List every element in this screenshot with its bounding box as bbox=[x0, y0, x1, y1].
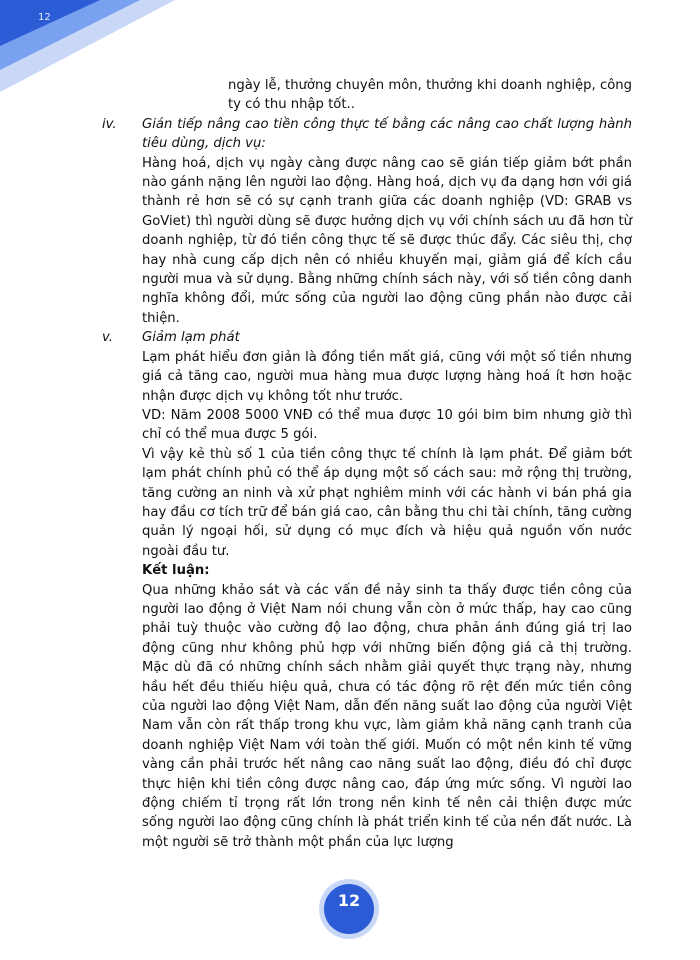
section-iv-text: Hàng hoá, dịch vụ ngày càng được nâng cao sẽ gián tiếp giảm bớt phần nào gánh nặng lên người lao động. Hàng hoá, dịch vụ đa dạng hơn với giá thành rẻ hơn sẽ có sự cạnh tranh giữa các doanh nghiệp (VD: GRAB vs GoViet) thì người dùng sẽ được hưởng dịch vụ với chính sách ưu đã hơn từ doanh nghiệp, từ đó tiền công thực tế sẽ được thúc đẩy. Các siêu thị, chợ hay nhà cung cấp dịch nên có nhiều khuyến mại, giảm giá để kích cầu người mua và sử dụng. Bằng những chính sách này, với số tiền công danh nghĩa không đổi, mức sống của người lao động cũng phần nào được cải thiện. bbox=[142, 155, 632, 326]
section-iv-heading: Gián tiếp nâng cao tiền công thực tế bằng các nâng cao chất lượng hành tiêu dùng, dịch vụ: bbox=[142, 116, 632, 152]
conclusion bbox=[142, 561, 632, 852]
conclusion-heading: Kết luận: bbox=[142, 563, 210, 579]
section-v-heading: Giảm lạm phát bbox=[142, 330, 240, 346]
section-iv-marker: iv. bbox=[102, 116, 117, 132]
continuation-paragraph: ngày lễ, thưởng chuyên môn, thưởng khi doanh nghiệp, công ty có thu nhập tốt.. bbox=[228, 78, 632, 113]
document-body bbox=[102, 76, 632, 852]
section-v-text-2: VD: Năm 2008 5000 VNĐ có thể mua được 10 gói bim bim nhưng giờ thì chỉ có thể mua được 5 gói. bbox=[142, 407, 632, 443]
section-v-marker: v. bbox=[102, 330, 113, 346]
header-page-number: 12 bbox=[38, 12, 51, 23]
conclusion-text: Qua những khảo sát và các vấn đề nảy sinh ta thấy được tiền công của người lao động ở Việt Nam nói chung vẫn còn ở mức thấp, hay cao cũng phải tuỳ thuộc vào cường độ lao động, chưa phản ánh đúng giá trị lao động cũng như không phủ hợp với những biến động giá cả thị trường. Mặc dù đã có những chính sách nhằm giải quyết thực trạng này, nhưng hầu hết đều thiếu hiệu quả, chưa có tác động rõ rệt đến mức tiền công của người lao động Việt Nam, dẫn đến năng suất lao động của người Việt Nam vẫn còn rất thấp trong khu vực, làm giảm khả năng cạnh tranh của doanh nghiệp Việt Nam với toàn thế giới. Muốn có một nền kinh tế vững vàng cần phải trước hết nâng cao năng suất lao động, điều đó chỉ được thực hiện khi tiền công được nâng cao, đáp ứng mức sống. Vì người lao động chiếm tỉ trọng rất lớn trong nền kinh tế nên cải thiện được mức sống người lao động cũng chính là phát triển kinh tế của nền đất nước. Là một người sẽ trở thành một phần của lực lượng bbox=[142, 582, 632, 850]
section-v-text-3: Vì vậy kẻ thù số 1 của tiền công thực tế chính là lạm phát. Để giảm bớt lạm phát chính phủ có thể áp dụng một số cách sau: mở rộng thị trường, tăng cường an ninh và xử phạt nghiêm minh với các hành vi bán phá gia hay đầu cơ tích trữ để bán giá cao, cân bằng thu chi tài chính, tăng cường quản lý ngoại hối, sử dụng có mục đích và hiệu quả nguồn vốn nước ngoài đầu tư. bbox=[142, 446, 632, 559]
section-iv bbox=[102, 115, 632, 328]
section-v bbox=[102, 328, 632, 561]
section-v-text-1: Lạm phát hiểu đơn giản là đồng tiền mất giá, cũng với một số tiền nhưng giá cả tăng cao, người mua hàng mua được lượng hàng hoá ít hơn hoặc nhận được dịch vụ không tốt như trước. bbox=[142, 349, 632, 404]
footer-page-number: 12 bbox=[337, 891, 361, 910]
